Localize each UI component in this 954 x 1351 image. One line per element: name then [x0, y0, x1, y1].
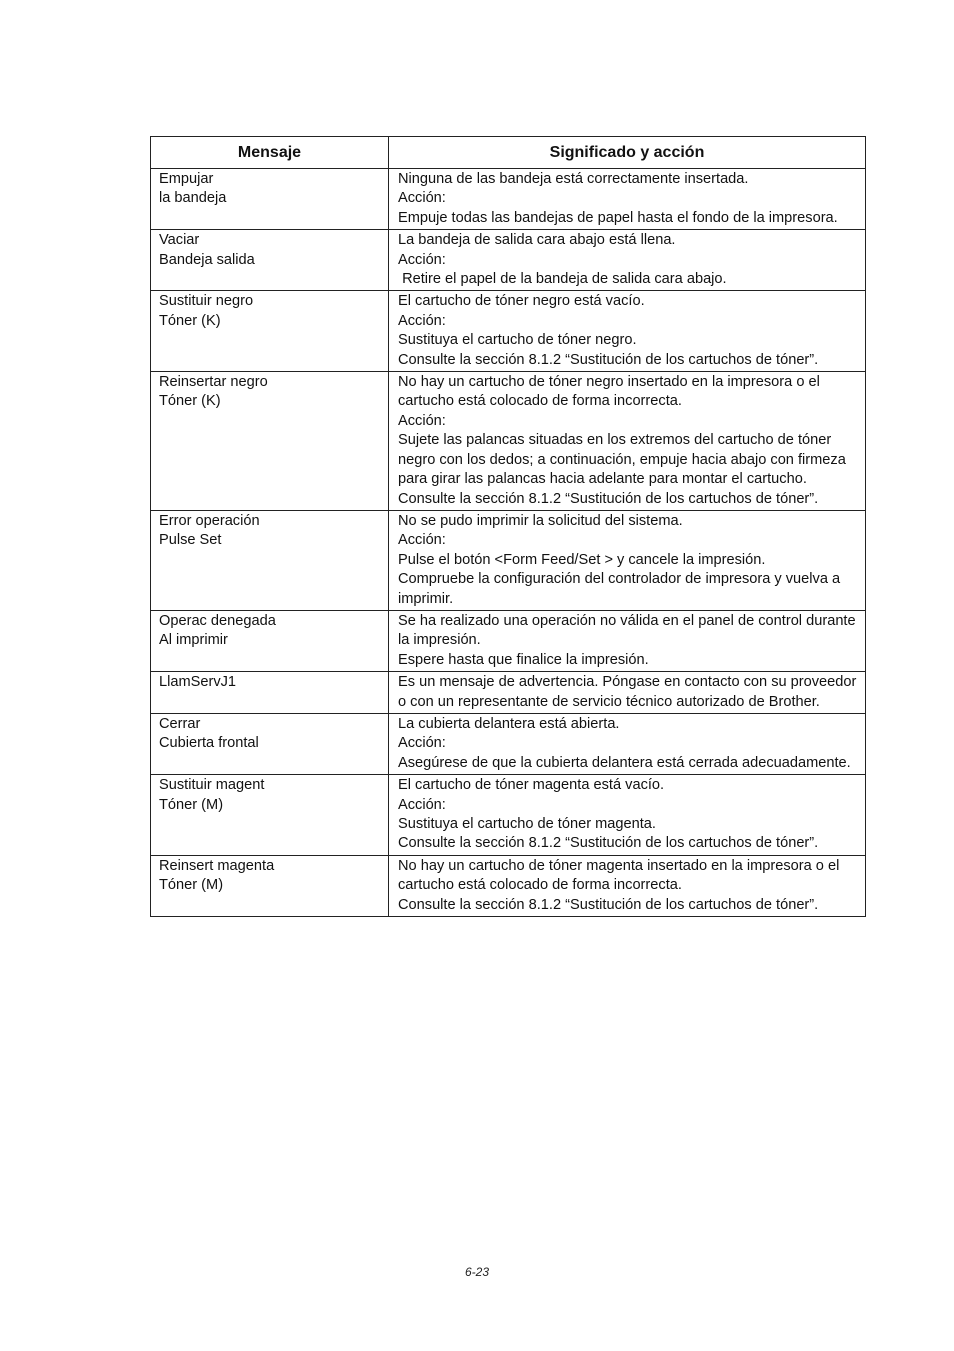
description-cell	[389, 169, 866, 230]
description-line: Consulte la sección 8.1.2 “Sustitución de los cartuchos de tóner”.	[398, 351, 819, 368]
table-row	[151, 510, 866, 610]
description-line: Acción:	[398, 532, 446, 549]
message-cell	[151, 672, 389, 714]
description-line: Acción:	[398, 796, 446, 813]
description-line: El cartucho de tóner negro está vacío.	[398, 293, 645, 310]
description-cell	[389, 291, 866, 372]
message-line: Error operación	[159, 512, 260, 529]
description-line: Empuje todas las bandejas de papel hasta el fondo de la impresora.	[398, 209, 838, 226]
message-line: Reinsert magenta	[159, 857, 275, 874]
description-cell	[389, 610, 866, 671]
message-line: la bandeja	[159, 190, 227, 207]
description-line: Consulte la sección 8.1.2 “Sustitución de los cartuchos de tóner”.	[398, 490, 819, 507]
description-line: Consulte la sección 8.1.2 “Sustitución de los cartuchos de tóner”.	[398, 896, 819, 913]
description-line: Sustituya el cartucho de tóner negro.	[398, 332, 637, 349]
message-cell	[151, 713, 389, 774]
table-row	[151, 169, 866, 230]
description-line: No hay un cartucho de tóner negro insertado en la impresora o el cartucho está colocado de forma incorrecta.	[398, 374, 824, 410]
table-row	[151, 610, 866, 671]
table-row	[151, 672, 866, 714]
description-line: La cubierta delantera está abierta.	[398, 715, 620, 732]
description-line: No hay un cartucho de tóner magenta insertado en la impresora o el cartucho está colocado de forma incorrecta.	[398, 857, 844, 894]
table-row	[151, 291, 866, 372]
description-line: Acción:	[398, 735, 446, 752]
description-line: La bandeja de salida cara abajo está llena.	[398, 232, 676, 249]
message-cell	[151, 291, 389, 372]
description-line: Consulte la sección 8.1.2 “Sustitución de los cartuchos de tóner”.	[398, 835, 819, 852]
table-row	[151, 230, 866, 291]
message-line: Vaciar	[159, 232, 200, 249]
table-row	[151, 372, 866, 511]
header-message: Mensaje	[151, 137, 389, 169]
message-cell	[151, 169, 389, 230]
description-line: Asegúrese de que la cubierta delantera está cerrada adecuadamente.	[398, 754, 851, 771]
description-cell	[389, 672, 866, 714]
message-cell	[151, 372, 389, 511]
message-line: Tóner (M)	[159, 796, 224, 813]
description-line: Retire el papel de la bandeja de salida cara abajo.	[398, 271, 727, 288]
message-line: Al imprimir	[159, 632, 228, 649]
message-line: Tóner (M)	[159, 877, 224, 894]
description-cell	[389, 855, 866, 916]
description-line: Pulse el botón <Form Feed/Set > y cancele la impresión.	[398, 551, 766, 568]
description-line: Espere hasta que finalice la impresión.	[398, 651, 649, 668]
message-cell	[151, 510, 389, 610]
description-line: Es un mensaje de advertencia. Póngase en contacto con su proveedor o con un representante de servicio técnico autorizado de Brother.	[398, 674, 861, 710]
description-line: Ninguna de las bandeja está correctamente insertada.	[398, 171, 749, 187]
table-header-row	[151, 137, 866, 169]
description-line: Se ha realizado una operación no válida en el panel de control durante la impresión.	[398, 612, 860, 649]
description-line: Acción:	[398, 190, 446, 207]
description-cell	[389, 775, 866, 856]
message-cell	[151, 610, 389, 671]
description-line: Sujete las palancas situadas en los extremos del cartucho de tóner negro con los dedos; a continuación, empuje hacia abajo con firmeza para girar las palancas hacia adelante para montar el cartucho.	[398, 432, 850, 488]
description-line: Acción:	[398, 312, 446, 329]
message-cell	[151, 775, 389, 856]
description-line: No se pudo imprimir la solicitud del sistema.	[398, 512, 683, 529]
description-cell	[389, 230, 866, 291]
message-line: Cerrar	[159, 715, 201, 732]
message-line: Sustituir negro	[159, 293, 254, 310]
description-line: Acción:	[398, 412, 446, 429]
message-cell	[151, 230, 389, 291]
table-row	[151, 713, 866, 774]
message-line: Tóner (K)	[159, 312, 221, 329]
description-line: Acción:	[398, 251, 446, 268]
message-line: Pulse Set	[159, 532, 222, 549]
message-line: Tóner (K)	[159, 393, 221, 410]
header-meaning-action: Significado y acción	[389, 137, 866, 169]
message-line: Sustituir magent	[159, 777, 265, 794]
message-line: Operac denegada	[159, 612, 276, 629]
description-cell	[389, 372, 866, 511]
table-body	[151, 169, 866, 917]
description-line: Compruebe la configuración del controlador de impresora y vuelva a imprimir.	[398, 571, 845, 607]
description-cell	[389, 713, 866, 774]
message-line: LlamServJ1	[159, 674, 237, 691]
message-table	[150, 136, 866, 917]
page-number: 6-23	[464, 1265, 490, 1279]
message-line: Empujar	[159, 171, 214, 187]
description-cell	[389, 510, 866, 610]
description-line: El cartucho de tóner magenta está vacío.	[398, 777, 665, 794]
message-cell	[151, 855, 389, 916]
message-line: Bandeja salida	[159, 251, 255, 268]
table-row	[151, 775, 866, 856]
message-line: Reinsertar negro	[159, 374, 268, 391]
description-line: Sustituya el cartucho de tóner magenta.	[398, 816, 656, 832]
message-line: Cubierta frontal	[159, 735, 259, 752]
table-row	[151, 855, 866, 916]
